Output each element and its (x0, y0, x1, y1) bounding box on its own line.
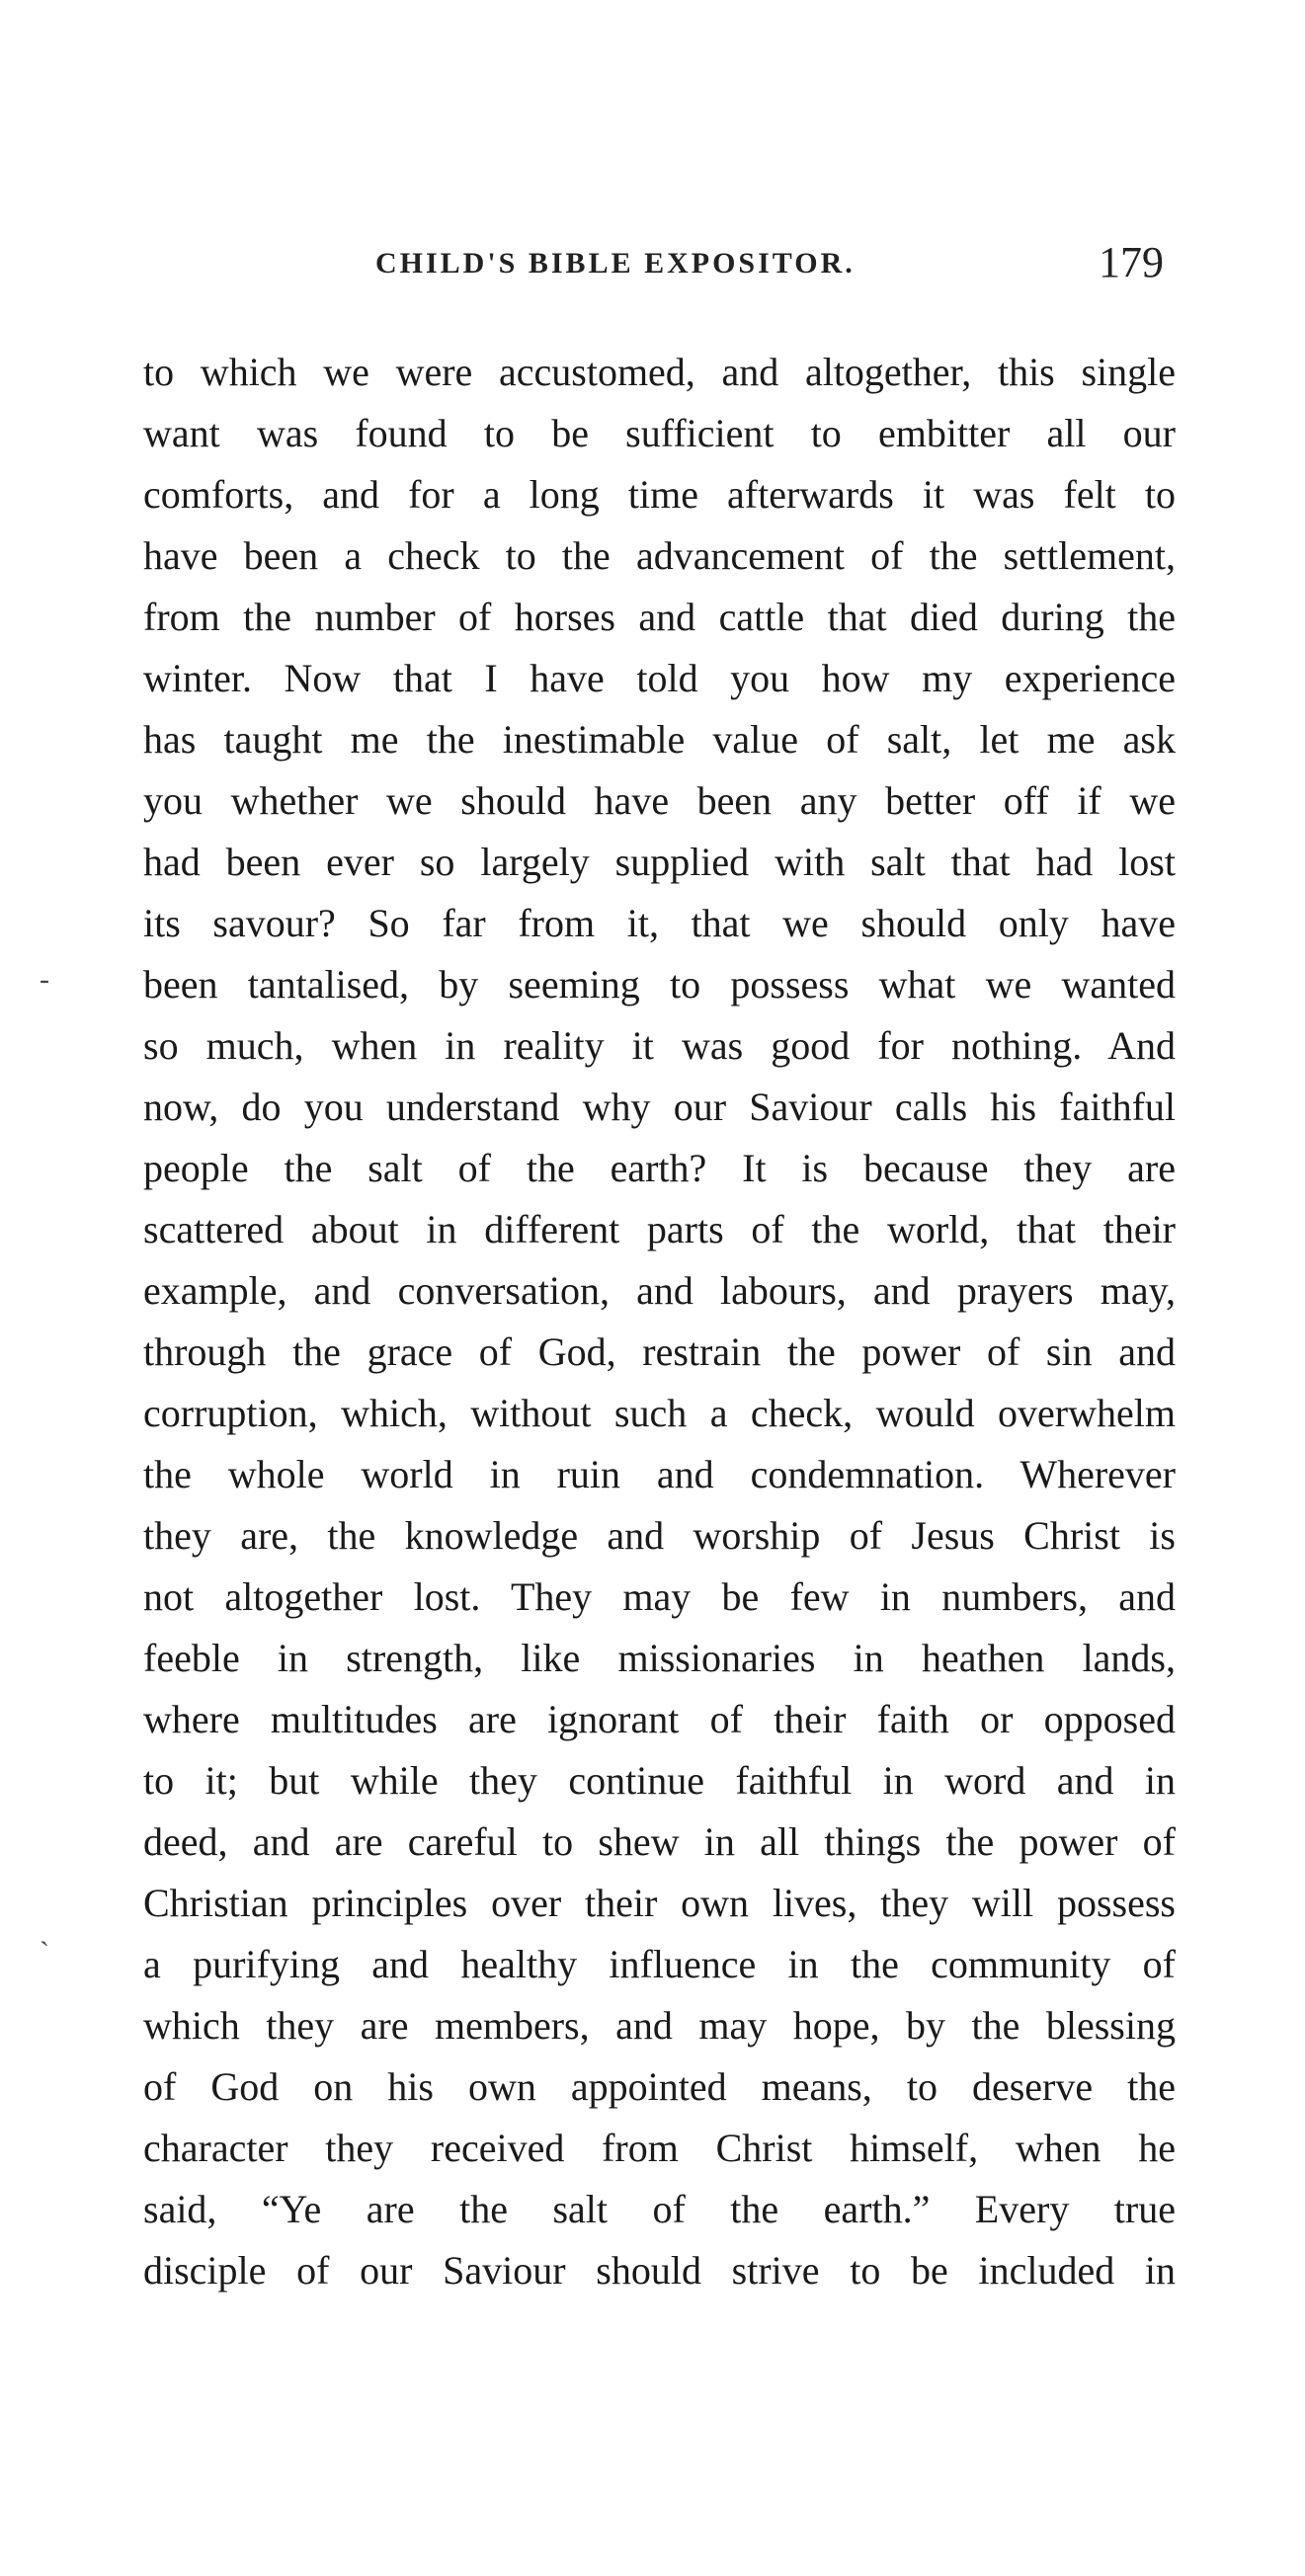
text-line: to it; but while they continue faithful in word and in (143, 1758, 1176, 1803)
text-line: through the grace of God, restrain the power of sin and (143, 1329, 1176, 1374)
text-line: the whole world in ruin and condemnation. Wherever (143, 1452, 1176, 1496)
text-line: winter. Now that I have told you how my experience (143, 656, 1176, 700)
text-line: not altogether lost. They may be few in numbers, and (143, 1574, 1176, 1619)
text-line: you whether we should have been any better off if we (143, 778, 1176, 823)
text-line: said, “Ye are the salt of the earth.” Every true (143, 2187, 1176, 2231)
text-line: they are, the knowledge and worship of Jesus Christ is (143, 1513, 1176, 1558)
text-line: deed, and are careful to shew in all things the power of (143, 1819, 1176, 1864)
text-line: corruption, which, without such a check, would overwhelm (143, 1391, 1176, 1435)
text-line: character they received from Christ himself, when he (143, 2126, 1176, 2170)
running-title: CHILD'S BIBLE EXPOSITOR. (375, 247, 856, 280)
text-line: now, do you understand why our Saviour calls his faithful (143, 1085, 1176, 1129)
text-line: disciple of our Saviour should strive to be included in (143, 2248, 1176, 2293)
text-line: Christian principles over their own lives, they will possess (143, 1881, 1176, 1925)
text-line: where multitudes are ignorant of their faith or opposed (143, 1697, 1176, 1741)
text-line: have been a check to the advancement of the settlement, (143, 533, 1176, 578)
text-line: comforts, and for a long time afterwards it was felt to (143, 472, 1176, 517)
text-line: had been ever so largely supplied with salt that had lost (143, 840, 1176, 884)
text-line: people the salt of the earth? It is because they are (143, 1146, 1176, 1190)
page-number: 179 (1099, 238, 1164, 286)
text-line: from the number of horses and cattle that died during the (143, 595, 1176, 639)
margin-mark: - (40, 963, 49, 996)
text-line: of God on his own appointed means, to deserve the (143, 2064, 1176, 2109)
text-line: to which we were accustomed, and altogether, this single (143, 350, 1176, 394)
text-line: example, and conversation, and labours, and prayers may, (143, 1268, 1176, 1313)
body-text (143, 342, 1176, 2301)
text-line: a purifying and healthy influence in the community of (143, 1942, 1176, 1986)
text-line: has taught me the inestimable value of salt, let me ask (143, 717, 1176, 762)
text-line: feeble in strength, like missionaries in heathen lands, (143, 1636, 1176, 1680)
margin-mark: ` (40, 1936, 49, 1969)
text-line: so much, when in reality it was good for nothing. And (143, 1023, 1176, 1068)
text-line: want was found to be sufficient to embitter all our (143, 411, 1176, 455)
text-line: which they are members, and may hope, by the blessing (143, 2003, 1176, 2048)
text-line: scattered about in different parts of the world, that their (143, 1207, 1176, 1251)
text-line: its savour? So far from it, that we should only have (143, 901, 1176, 945)
text-line: been tantalised, by seeming to possess what we wanted (143, 962, 1176, 1006)
